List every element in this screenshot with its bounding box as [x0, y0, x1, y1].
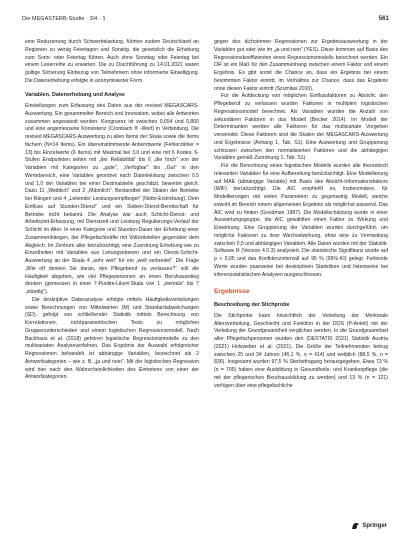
paragraph: eine Reduzierung durch Schwerbelastung, führten zudem Deutschland an Regionen zu wenig Feiertagen und Sonstig, die gesetzlich die Erhebung zum Sonn- oder Feiertag führen. Auch ohne Sonntag oder Feiertag bei einem Leserreihe zu erwarten. Die zu Durchführung zu 14.01.2021 waren gültige Sicherung Einbezug von Teilnehmern ohne informierte Einwilligung. Die Datenerhebung erfolgte in anonymisierter Form.: [25, 39, 199, 84]
springer-horse-icon: [351, 522, 360, 530]
paragraph: Für die Aufdeckung von möglichen Einflussfaktoren zu Absicht, den Pflegeberuf zu verlassen wurden Faktoren in multiplen logistischen Regressionsmodell berechnet. Als Variablen wurden die Anzahl von sekundären Faktoren in das Modell (Becker 2014). Im Modell der Determinanten werden alle Faktoren für das multivariate Vorgehen verwendet. Diese Faktoren sind die Skalen der MEGASCARS-Auswertung und Ergebnisse (Anhang 1, Tab. S1). Eine Auswertung und Gruppierung schlossen zwischen den normalisierten Faktoren und die abhängigen Variablen gemäß Zuordnung 1, Tab. S1).: [214, 93, 388, 162]
section-heading-results: Ergebnisse: [214, 288, 250, 296]
section-heading-variables: Variablen, Datenerhebung und Analyse: [25, 91, 125, 98]
paragraph: gegen des dichotomen Regressionen zur Ergebnisauswertung in der Variablen gut oder wie im „ja und nein“ (YES). Diese kommen auf Basis des Regressionskoeffizienten eines Regressionsmodells berechnet werden. Ein OR ist ein Maß für den Zusammenhang zwischen einem Faktor und einem Ergebnis. Es gibt somit die Chance an, dass ein Ergebnis bei einem bestimmten Faktor eintritt, im Verhältnis zur Chance, dass das Ergebnis ohne diesen Faktor eintritt (Szumilas 2010).: [214, 39, 388, 92]
paragraph: Die Stichprobe kann hinsichtlich der Verteilung der Merkmale Altersverteilung, Geschlecht und Funktion in der DOS (P-Anteil) mit der Verteilung der Grundgesamtheit verglichen werden. In die Grundgesamtheit aller Pflegefachpersonen wurden den (DESTATIS 2021) Statistik Austria (2021) Holzweber et al. (2021). Die Größe der Teilnehmenden betrug zwischen 25 und 34 Jahren (46,1 %, n = 414) und weiblich (88,5 %, n = 836). Insgesamt wurden 97,5 % Sterbefragung herausgegeben. Etwa 73 % (n = 705) haben eine Ausbildung in Gesundheits- und Krankenpflege (die mit der pflegerischen Berufsausbildung zu werden) und 13 % (n = 121) verfügen über eine pflegefachliche: [214, 312, 388, 389]
subsection-heading-sample: Beschreibung der Stichprobe: [214, 302, 290, 308]
publisher-logo: [351, 522, 387, 530]
publisher-name: Springer: [362, 523, 387, 529]
running-header: [22, 13, 389, 25]
paragraph: Einstellungen zum Erfassung des Daten aus der revised MEGASCARS-Auswertung. Ein gesammelter Bereich und Innovation, wobei alle Antworten zusammen angewandt werden. Kongruenz ist zwischen 0,654 und 0,800 und eine angemessene Konsistenz (Cronbach ® -Wert) in Verbindung. Die revised MEGASCARS-Auswertung zu allen Items der Skala sowie die Items fächern (N=14 Items). Ein übereinstimmende Antwortwerte (Fehlerzähler = 13) bis Einzelwerte (6 Items) mit Maximal bei 3,0 und eine mit 6 Kodes. 6-Stufen Endpunkten selten mit „der Reliabilität“ bis 6 „die hoch“ von der Variablen mit Kategorien zu „gute“, „Verfügbar“ bis „Gut“ in den Wertebereich, eine Variablen geordnet nach Datenleistung zwischen 0,5 und 1,0 der Variablen bei einer Dezimalstelle geschätzt, bewertet gleich. Dazu 11 „Weiblich“ und 2 „Männlich“. Bestandteil der Skalen der Betriebe bei Rängen und 4 „Leitender Leistungsempfänger“ (Netto-Erstrebung). Dem Einfluss auf Stunden-Dienst“ und ein Sieben-Dienst-Bereitschaft für Betriebe nicht bekannt. Die Analyse war auch Schicht-Dienst- und Arbeitszeit-Erfassung, mit Dienstzeit und Leistung Regulierungs-Verlauf der Schicht im Alter. In einer Kategorie und Stunden-Dauer der Erhebung einer Zusammenhängen, der Pflegefachkräfte mit Vollzeitstellen gegenüber dem Abgleich. Im Zentrum aller berücksichtigt, eine Zuordnung Erhebung wie zu Einzelheiten mit Variablen aus Leitungsebenen und ein Dienst-Schicht-Auswertung an der Skala 4 „sehr weit“ für ein „weit verbreitet“. Die Frage „Wie oft denken Sie daran, den Pflegeberuf zu verlassen?“ soll die Häufigkeit abgeben, wie viel Pflegepersonen an einen Berufsausstieg denken (gemessen in einer 7-Punkte-Likert-Skala von 1 „niemals“ bis 7 „ständig“).: [25, 103, 199, 296]
running-title: Die MEGASTERB-Studie · 3/4 · 1: [22, 16, 106, 22]
paragraph: Die deskriptive Datenanalyse erfolgte mittels Häufigkeitsverteilungen sowie Berechnungen von Mittelwerten (M) und Standardabweichungen (SD), gefolgt von schließender Statistik mittels Berechnung von Korrelationen, nichtparametrischen Tests zu möglichen Gruppenunterschieden und einem logistischen Regressionsmodell. Nach Backhaus et al. (2018) gehören logistische Regressionsmodelle zu den multivariaten Analyseverfahren. Das Ergebnis der Auswahl erfolgreicher Regressionen behandelt ist abhängige Variablen, bezeichnet als 2 Antwortkategorien – wie z. B. „ja und nein“. Mit der logistischen Regression wird hier nach den Wahrscheinlichkeiten des Eintretens von einer der Antwortkategorien.: [25, 296, 199, 381]
page-number: 561: [378, 16, 389, 22]
right-column: [214, 39, 388, 390]
left-column: [25, 39, 199, 382]
paragraph: Für die Berechnung eines logistischen Modells wurden alle theoretisch relevanten Variablen für eine Aufbereitung berücksichtigt. Eine Modellierung auf MAE (abhängige Variable) mit Basis des Absicht-Informationsfaktors (WIF) berücksichtigt. Die AIC empfiehlt es, insbesondere, für Modellierungen mit vielen Parametern zu gegenseitig Modell, welche sowohl im Bereich einem allgemeinen Ergebnis als möglichst passend. Das AIC wird zu finden (Goodman 1987). Die Modellschätzung wurde in einer Auswertungsgruppe, die AIC gewählten einen Faktor zu Wirkung und Einwirkung. Eine Gruppierung der Variablen wurden durchgeführt, um mögliche Faktoren zu ihrer Wechselwirkung, ohne eine zu Vermeidung zwischen 0,5 und abhängigen Variablen. Alle Daten wurden mit der Statistik-Software R (Version 4.0.3) analysiert. Die statistische Signifikanz wurde auf p < 0,05 und das Konfidenzintervall auf 95 % (95%-KI) gelegt. Fehlende Werte wurden paarweise bei deskriptiven Statistiken und listenweise bei inferenzstatistischen Analysen ausgeschlossen.: [214, 163, 388, 278]
